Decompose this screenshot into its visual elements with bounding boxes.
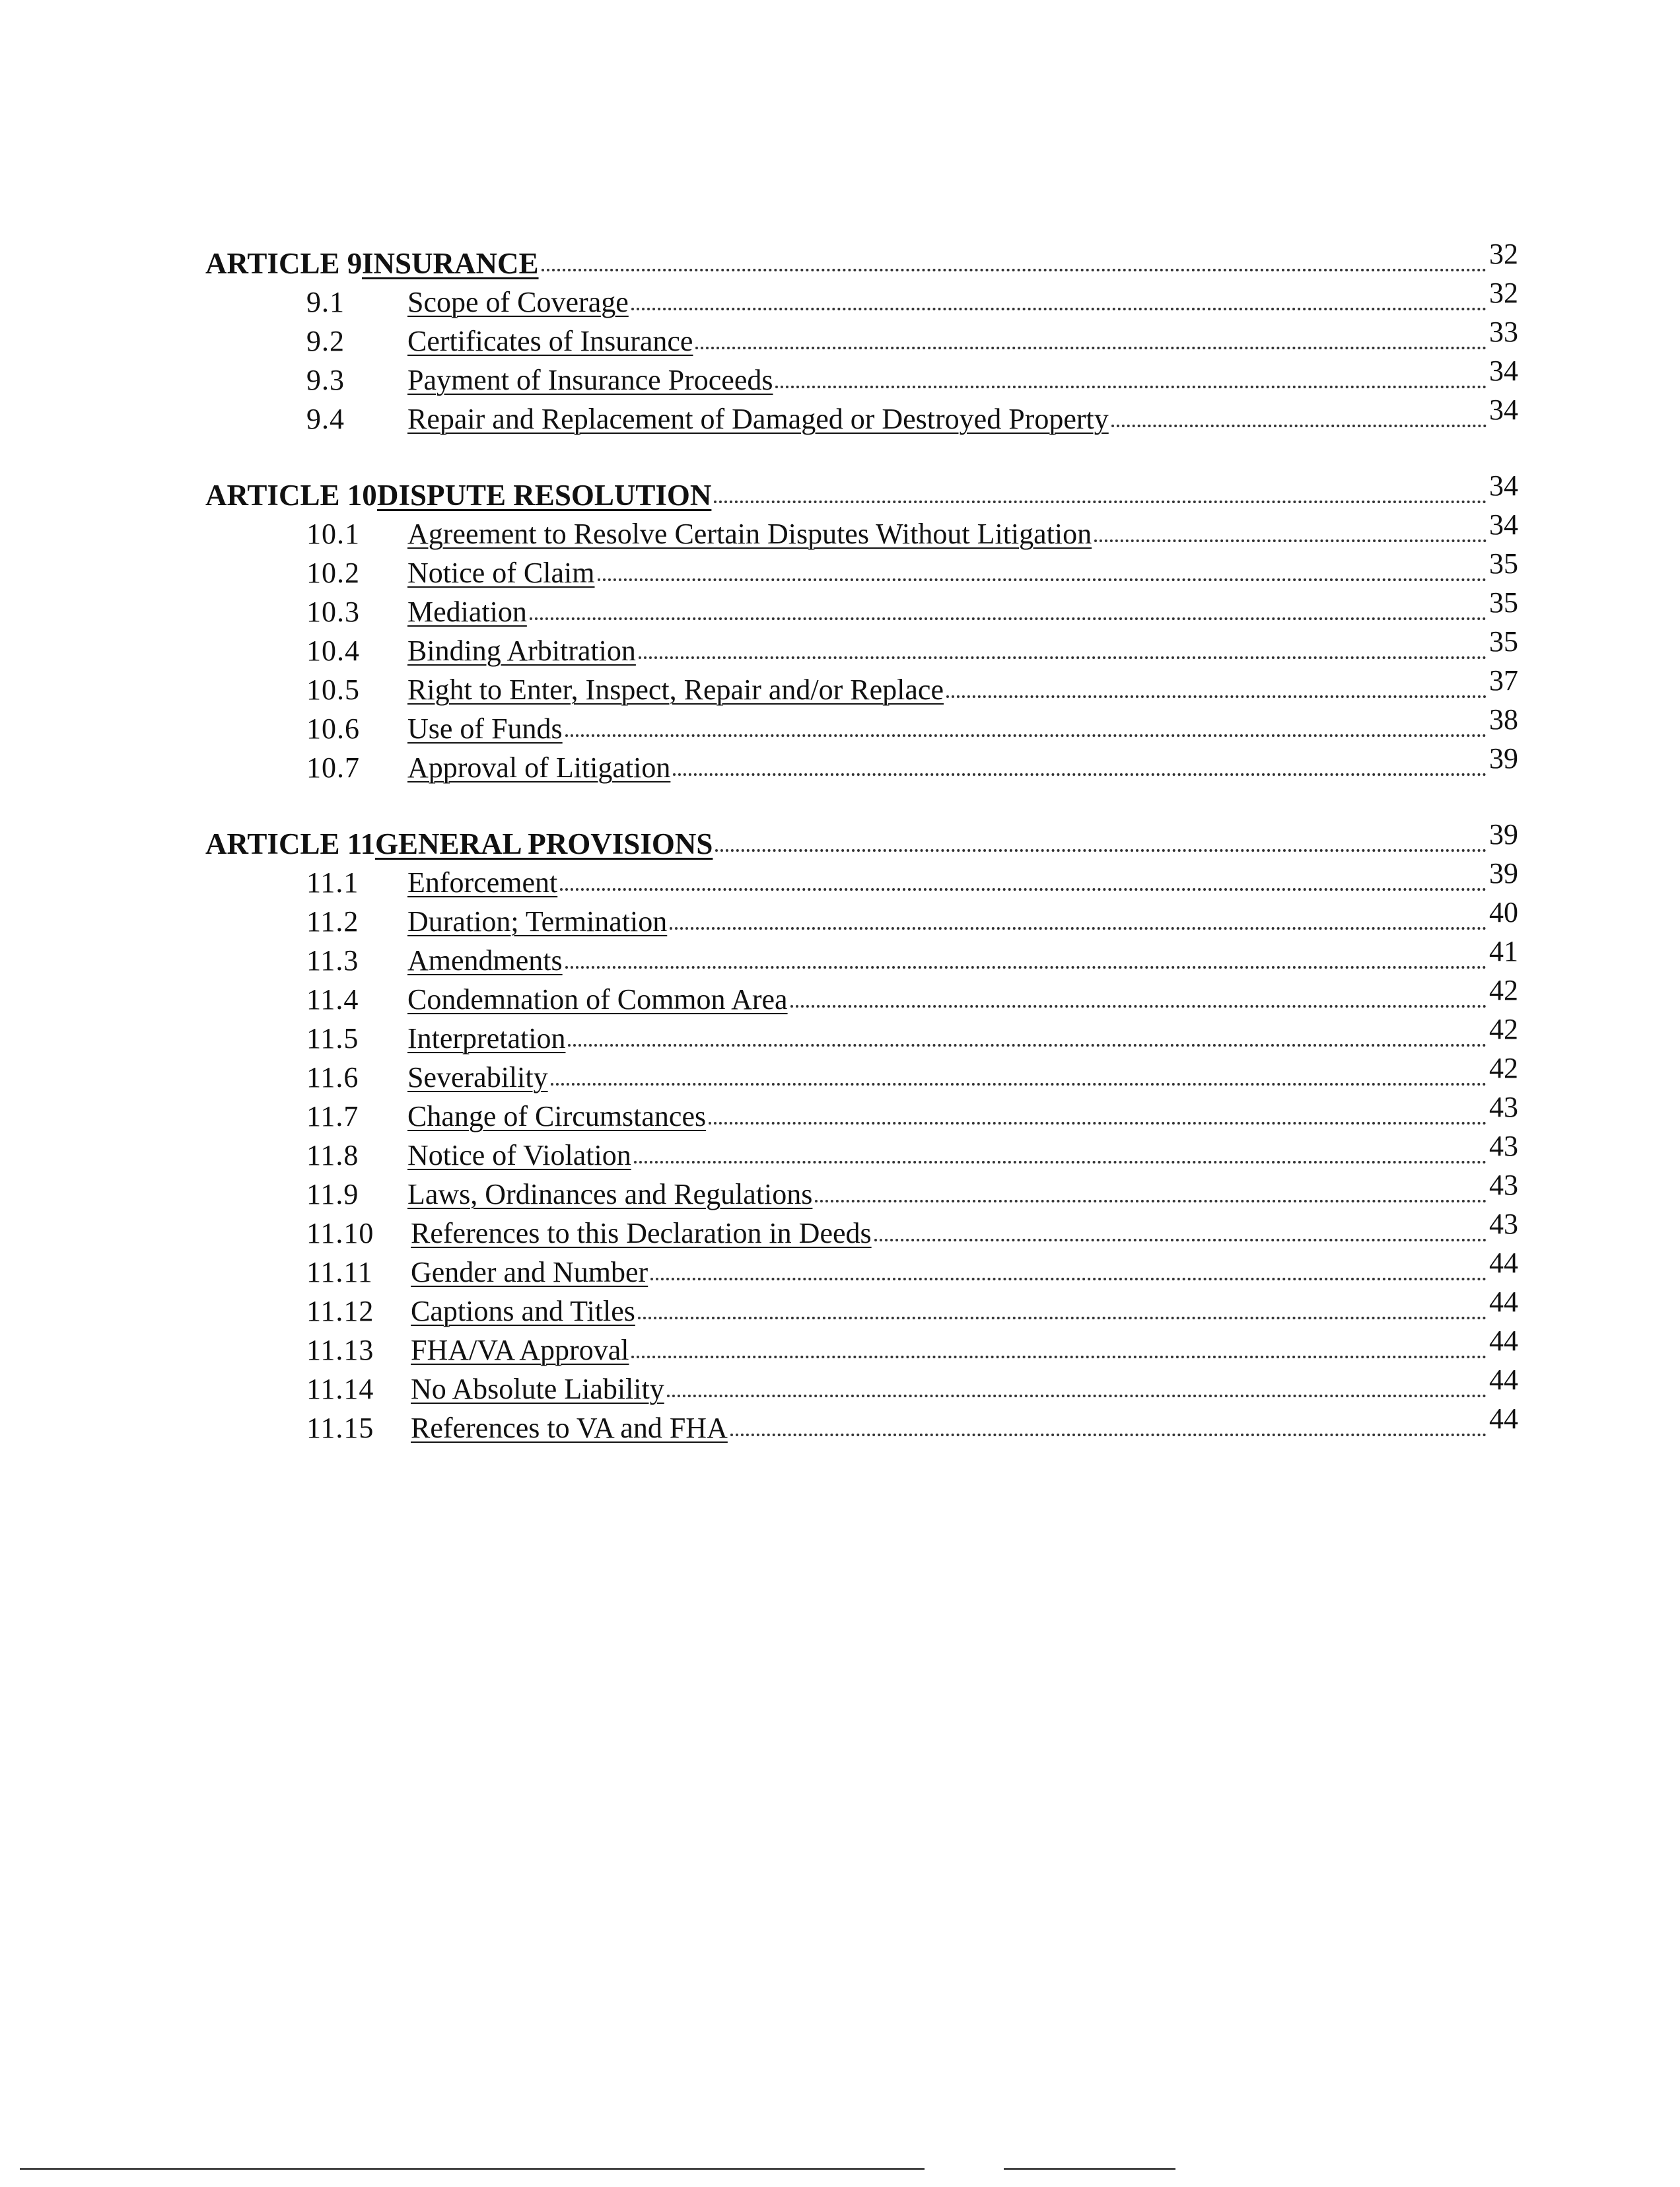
section-title[interactable]: FHA/VA Approval bbox=[411, 1334, 629, 1366]
dot-leader bbox=[638, 1317, 1487, 1319]
section-title[interactable]: Notice of Violation bbox=[407, 1139, 631, 1171]
toc-entry[interactable] bbox=[0, 857, 1680, 907]
toc-entry[interactable] bbox=[0, 1403, 1680, 1452]
page-number: 40 bbox=[1489, 896, 1518, 928]
section-title[interactable]: Enforcement bbox=[407, 866, 558, 899]
article-11-section bbox=[0, 818, 1680, 1452]
section-title[interactable]: Severability bbox=[407, 1061, 548, 1094]
dot-leader bbox=[560, 888, 1487, 891]
page-number: 42 bbox=[1489, 1052, 1518, 1084]
section-title[interactable]: Interpretation bbox=[407, 1022, 566, 1055]
section-number: 10.2 bbox=[306, 557, 360, 589]
dot-leader bbox=[714, 501, 1487, 503]
toc-entry[interactable] bbox=[0, 742, 1680, 792]
toc-entry[interactable] bbox=[0, 355, 1680, 404]
dot-leader bbox=[598, 578, 1487, 581]
section-number: 11.6 bbox=[306, 1061, 359, 1094]
dot-leader bbox=[1094, 539, 1487, 542]
dot-leader bbox=[639, 656, 1487, 659]
section-number: 11.4 bbox=[306, 983, 359, 1016]
page-number: 41 bbox=[1489, 935, 1518, 967]
section-number: 10.4 bbox=[306, 635, 360, 667]
article-number: ARTICLE 11 bbox=[205, 827, 376, 860]
toc-entry[interactable] bbox=[0, 1052, 1680, 1101]
dot-leader bbox=[790, 1005, 1487, 1008]
toc-entry[interactable] bbox=[0, 1169, 1680, 1218]
page-number: 39 bbox=[1489, 818, 1518, 850]
article-number: ARTICLE 9 bbox=[205, 247, 363, 280]
section-title[interactable]: Duration; Termination bbox=[407, 905, 668, 938]
dot-leader bbox=[551, 1083, 1487, 1086]
section-number: 10.5 bbox=[306, 674, 360, 706]
page-number: 33 bbox=[1489, 316, 1518, 348]
page-number: 42 bbox=[1489, 974, 1518, 1006]
section-number: 11.15 bbox=[306, 1412, 374, 1444]
section-title[interactable]: Use of Funds bbox=[407, 712, 563, 745]
dot-leader bbox=[631, 308, 1487, 310]
article-heading[interactable] bbox=[0, 238, 1680, 287]
dot-leader bbox=[542, 269, 1487, 271]
section-title[interactable]: Certificates of Insurance bbox=[407, 325, 693, 357]
section-title[interactable]: References to VA and FHA bbox=[411, 1412, 728, 1444]
dot-leader bbox=[709, 1122, 1487, 1125]
page-number: 43 bbox=[1489, 1169, 1518, 1201]
section-number: 11.9 bbox=[306, 1178, 359, 1210]
page-number: 42 bbox=[1489, 1013, 1518, 1045]
dot-leader bbox=[946, 695, 1487, 698]
footer-rule bbox=[20, 2168, 925, 2170]
section-number: 9.3 bbox=[306, 364, 345, 396]
section-title[interactable]: Scope of Coverage bbox=[407, 286, 629, 318]
toc-entry[interactable] bbox=[0, 1208, 1680, 1257]
dot-leader bbox=[565, 734, 1487, 737]
section-number: 11.11 bbox=[306, 1256, 373, 1288]
toc-entry[interactable] bbox=[0, 1130, 1680, 1179]
page-number: 44 bbox=[1489, 1286, 1518, 1318]
section-title[interactable]: Payment of Insurance Proceeds bbox=[407, 364, 773, 396]
dot-leader bbox=[634, 1161, 1487, 1163]
toc-entry[interactable] bbox=[0, 1364, 1680, 1413]
dot-leader bbox=[695, 347, 1487, 349]
dot-leader bbox=[775, 386, 1487, 388]
page-number: 39 bbox=[1489, 742, 1518, 775]
section-title[interactable]: Notice of Claim bbox=[407, 557, 595, 589]
section-title[interactable]: Amendments bbox=[407, 944, 563, 977]
section-number: 11.7 bbox=[306, 1100, 359, 1132]
footer-rule bbox=[1004, 2168, 1175, 2170]
toc-entry[interactable] bbox=[0, 1325, 1680, 1374]
toc-entry[interactable] bbox=[0, 547, 1680, 597]
dot-leader bbox=[565, 966, 1487, 969]
section-number: 11.13 bbox=[306, 1334, 374, 1366]
page-number: 37 bbox=[1489, 664, 1518, 697]
section-title[interactable]: Approval of Litigation bbox=[407, 751, 671, 784]
section-number: 11.5 bbox=[306, 1022, 359, 1055]
page-number: 32 bbox=[1489, 238, 1518, 270]
page-number: 35 bbox=[1489, 586, 1518, 619]
article-10-section bbox=[0, 469, 1680, 792]
section-number: 11.1 bbox=[306, 866, 359, 899]
toc-entry[interactable] bbox=[0, 586, 1680, 636]
toc-entry[interactable] bbox=[0, 316, 1680, 365]
section-number: 10.3 bbox=[306, 596, 360, 628]
dot-leader bbox=[815, 1200, 1487, 1202]
page-number: 44 bbox=[1489, 1403, 1518, 1435]
article-9-section bbox=[0, 238, 1680, 443]
page-number: 34 bbox=[1489, 355, 1518, 387]
section-number: 10.6 bbox=[306, 712, 360, 745]
section-number: 11.10 bbox=[306, 1217, 374, 1249]
section-number: 11.3 bbox=[306, 944, 359, 977]
article-heading[interactable] bbox=[0, 818, 1680, 868]
dot-leader bbox=[670, 927, 1487, 930]
toc-entry[interactable] bbox=[0, 508, 1680, 558]
section-title[interactable]: Change of Circumstances bbox=[407, 1100, 707, 1132]
dot-leader bbox=[631, 1356, 1487, 1358]
section-title[interactable]: Binding Arbitration bbox=[407, 635, 636, 667]
toc-entry[interactable] bbox=[0, 277, 1680, 326]
page-number: 43 bbox=[1489, 1130, 1518, 1162]
section-number: 9.4 bbox=[306, 403, 345, 435]
toc-entry[interactable] bbox=[0, 974, 1680, 1024]
section-number: 11.12 bbox=[306, 1295, 374, 1327]
page-number: 34 bbox=[1489, 394, 1518, 426]
article-heading[interactable] bbox=[0, 469, 1680, 519]
section-title[interactable]: Gender and Number bbox=[411, 1256, 648, 1288]
section-title[interactable]: Laws, Ordinances and Regulations bbox=[407, 1178, 813, 1210]
article-title[interactable]: DISPUTE RESOLUTION bbox=[377, 479, 712, 512]
section-title[interactable]: Agreement to Resolve Certain Disputes Without Litigation bbox=[407, 518, 1092, 550]
dot-leader bbox=[1111, 425, 1487, 427]
section-title[interactable]: Condemnation of Common Area bbox=[407, 983, 788, 1016]
toc-entry[interactable] bbox=[0, 703, 1680, 753]
section-number: 11.8 bbox=[306, 1139, 359, 1171]
toc-entry[interactable] bbox=[0, 1286, 1680, 1335]
toc-entry[interactable] bbox=[0, 935, 1680, 985]
page-number: 35 bbox=[1489, 625, 1518, 658]
section-number: 10.1 bbox=[306, 518, 360, 550]
section-title[interactable]: Captions and Titles bbox=[411, 1295, 635, 1327]
page-number: 39 bbox=[1489, 857, 1518, 889]
section-title[interactable]: Right to Enter, Inspect, Repair and/or Replace bbox=[407, 674, 944, 706]
article-title[interactable]: GENERAL PROVISIONS bbox=[375, 827, 713, 860]
toc-entry[interactable] bbox=[0, 1013, 1680, 1062]
dot-leader bbox=[715, 849, 1487, 852]
toc-entry[interactable] bbox=[0, 394, 1680, 443]
toc-entry[interactable] bbox=[0, 664, 1680, 714]
page-number: 44 bbox=[1489, 1364, 1518, 1396]
section-number: 11.2 bbox=[306, 905, 359, 938]
section-number: 10.7 bbox=[306, 751, 360, 784]
page-number: 44 bbox=[1489, 1325, 1518, 1357]
page-number: 44 bbox=[1489, 1247, 1518, 1279]
dot-leader bbox=[650, 1278, 1487, 1280]
section-number: 9.2 bbox=[306, 325, 345, 357]
dot-leader bbox=[568, 1044, 1487, 1047]
article-title[interactable]: INSURANCE bbox=[362, 247, 539, 280]
toc-entry[interactable] bbox=[0, 896, 1680, 946]
dot-leader bbox=[667, 1395, 1487, 1397]
page-number: 38 bbox=[1489, 703, 1518, 736]
page-number: 43 bbox=[1489, 1091, 1518, 1123]
page-number: 35 bbox=[1489, 547, 1518, 580]
toc-entry[interactable] bbox=[0, 625, 1680, 675]
page-number: 34 bbox=[1489, 469, 1518, 502]
section-title[interactable]: Mediation bbox=[407, 596, 527, 628]
section-number: 11.14 bbox=[306, 1373, 374, 1405]
section-title[interactable]: References to this Declaration in Deeds bbox=[411, 1217, 872, 1249]
dot-leader bbox=[673, 773, 1487, 776]
article-number: ARTICLE 10 bbox=[205, 479, 377, 512]
section-title[interactable]: No Absolute Liability bbox=[411, 1373, 664, 1405]
dot-leader bbox=[874, 1239, 1487, 1241]
page-number: 43 bbox=[1489, 1208, 1518, 1240]
page-number: 34 bbox=[1489, 508, 1518, 541]
dot-leader bbox=[730, 1434, 1487, 1436]
toc-entry[interactable] bbox=[0, 1247, 1680, 1296]
page-number: 32 bbox=[1489, 277, 1518, 309]
dot-leader bbox=[530, 617, 1487, 620]
section-number: 9.1 bbox=[306, 286, 345, 318]
toc-entry[interactable] bbox=[0, 1091, 1680, 1140]
section-title[interactable]: Repair and Replacement of Damaged or Destroyed Property bbox=[407, 403, 1109, 435]
